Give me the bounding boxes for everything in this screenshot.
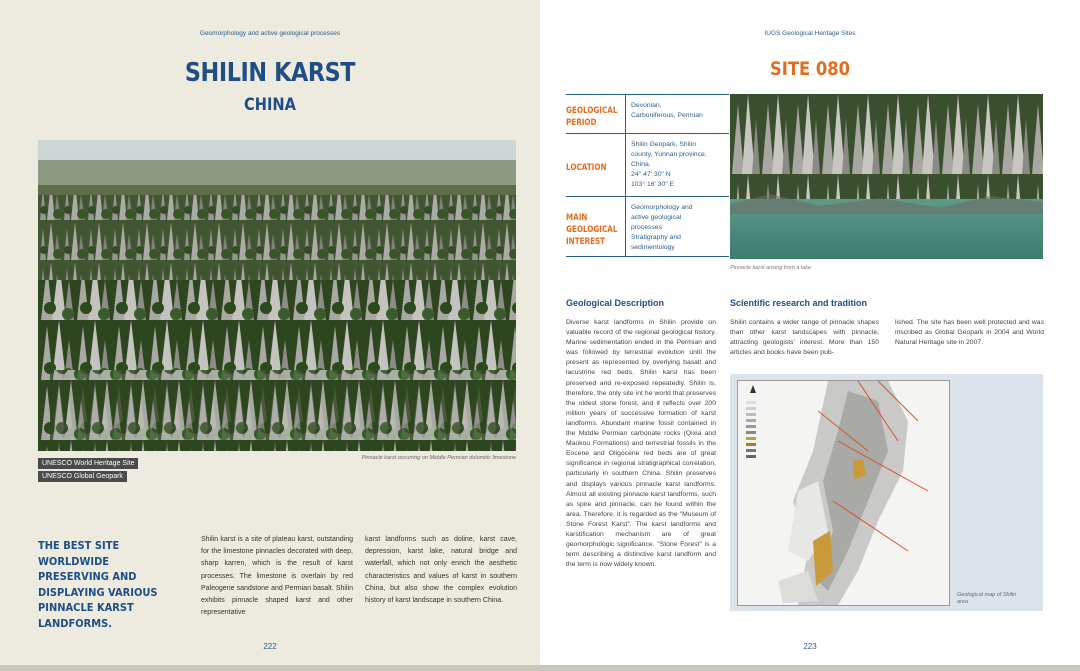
value-line: Geomorphology and: [631, 204, 693, 211]
label-line: LOCATION: [566, 163, 607, 173]
right-page: [540, 0, 1080, 671]
lake-photo-caption: Pinnacle karst arising from a lake: [730, 265, 812, 271]
intro-column-1: Shilin karst is a site of plateau karst, outstanding for the limestone pinnacles decorated with deep, sharp karren, which is the result of karst processes. The limestone is overlain by red Paleogene sandstone and Permian basalt. Shilin exhibits pinnacle shaped karst and other representative: [201, 536, 353, 617]
tagline: THE BEST SITE WORLDWIDE PRESERVING AND DISPLAYING VARIOUS PINNACLE KARST LANDFORMS.: [38, 539, 158, 630]
info-value-interest: [626, 197, 729, 256]
info-row-interest: [566, 197, 729, 257]
map-caption: Geological map of Shilin area: [957, 592, 1017, 605]
karst-lake-photo: [730, 94, 1043, 259]
value-line: China.: [631, 161, 651, 168]
karst-lake-illustration: [730, 94, 1043, 259]
info-label-interest: [566, 197, 626, 256]
label-line: GEOLOGICAL: [566, 106, 618, 116]
running-head-left: Geomorphology and active geological processes: [199, 30, 341, 37]
value-line: county, Yunnan province,: [631, 151, 707, 158]
intro-column-2: karst landforms such as doline, karst cave, depression, karst lake, natural bridge and waterfall, which not only enrich the aesthetic characteristics and values of karst in southern China, but also show the complex evolution history of karst landscape in southern China.: [365, 536, 517, 605]
research-heading: Scientific research and tradition: [730, 298, 868, 308]
label-line: INTEREST: [566, 236, 606, 247]
info-value-location: [626, 134, 729, 196]
value-line: Stratigraphy and: [631, 234, 681, 241]
stone-forest-illustration: [38, 140, 516, 451]
value-line: sedimentology: [631, 244, 675, 251]
info-row-location: [566, 134, 729, 197]
value-line: 103° 16' 30" E: [631, 181, 675, 188]
stone-forest-photo: [38, 140, 516, 451]
page-number-left: 222: [263, 642, 277, 651]
value-line: Devonian,: [631, 102, 662, 109]
info-value-period: [626, 95, 729, 133]
geological-description-text: Diverse karst landforms in Shilin provide on valuable record of the regional geological history. Marine sedimentation ended in the Permian and was followed by terrestrial evolution until the present as represented by overlying basalt and lacustrine red beds. Shilin karst has been preserved and re-exposed repeatedly. Shilin is, therefore, the only site int he world that preserves the oldest stone forest, and it reflects over 200 million years of successive formation of karst landforms. Abundant marine fossil contained in the Middle Permian carbonate rocks (Qixia and Maokou Formations) and terrestrial fossils in the Eocene and Oligocene red beds are of great significance in regional stratigraphical correlation, particularly in southern China. Shilin preserves and displays various pinnacle karst landforms. Almost all existing pinnacle karst landforms, such as spire and pinnacle, can be found within the area. Therefore, it is regarded as the "Museum of Stone Forest Karst". The karst landforms and karstification mechanism are of great geomorphologic significance. "Stone Forest" is a term describing a distinctive karst landform and the term is now widely known.: [566, 319, 716, 569]
site-title: SITE 080: [770, 58, 850, 80]
value-line: Carboniferous, Permian: [631, 112, 703, 119]
page-title: SHILIN KARST: [184, 58, 356, 88]
label-line: GEOLOGICAL: [566, 224, 618, 235]
geological-map: [737, 380, 950, 606]
running-head-right: IUGS Geological Heritage Sites: [764, 30, 856, 37]
geological-map-illustration: [738, 381, 949, 605]
value-line: active geological: [631, 214, 682, 221]
research-text-col1: Shilin contains a wider range of pinnacle shapes than other karst landscapes with pinnacle, attracting geologists' interest. More than 150 articles and books have been pub-: [730, 319, 879, 357]
geological-description-heading: Geological Description: [566, 298, 665, 308]
bottom-strip: [0, 665, 1080, 671]
research-text-col2: lished. The site has been well protected and was inscribed as Global Geopark in 2004 and World Natural Heritage site in 2007.: [895, 319, 1044, 347]
info-label-location: [566, 134, 626, 196]
page-subtitle: CHINA: [244, 95, 296, 115]
unesco-world-heritage-badge: UNESCO World Heritage Site: [38, 458, 138, 469]
info-table: [566, 94, 729, 257]
info-label-period: [566, 95, 626, 133]
label-line: PERIOD: [566, 118, 597, 128]
value-line: processes: [631, 224, 662, 231]
value-line: 24° 47' 30" N: [631, 171, 671, 178]
label-line: MAIN: [566, 212, 588, 223]
page-number-right: 223: [803, 642, 817, 651]
photo-caption: Pinnacle karst occurring on Middle Permian dolomitic limestone: [361, 455, 516, 461]
unesco-global-geopark-badge: UNESCO Global Geopark: [38, 471, 127, 482]
geological-map-figure: [730, 374, 1043, 611]
info-row-period: [566, 95, 729, 134]
value-line: Shilin Geopark, Shilin: [631, 141, 696, 148]
